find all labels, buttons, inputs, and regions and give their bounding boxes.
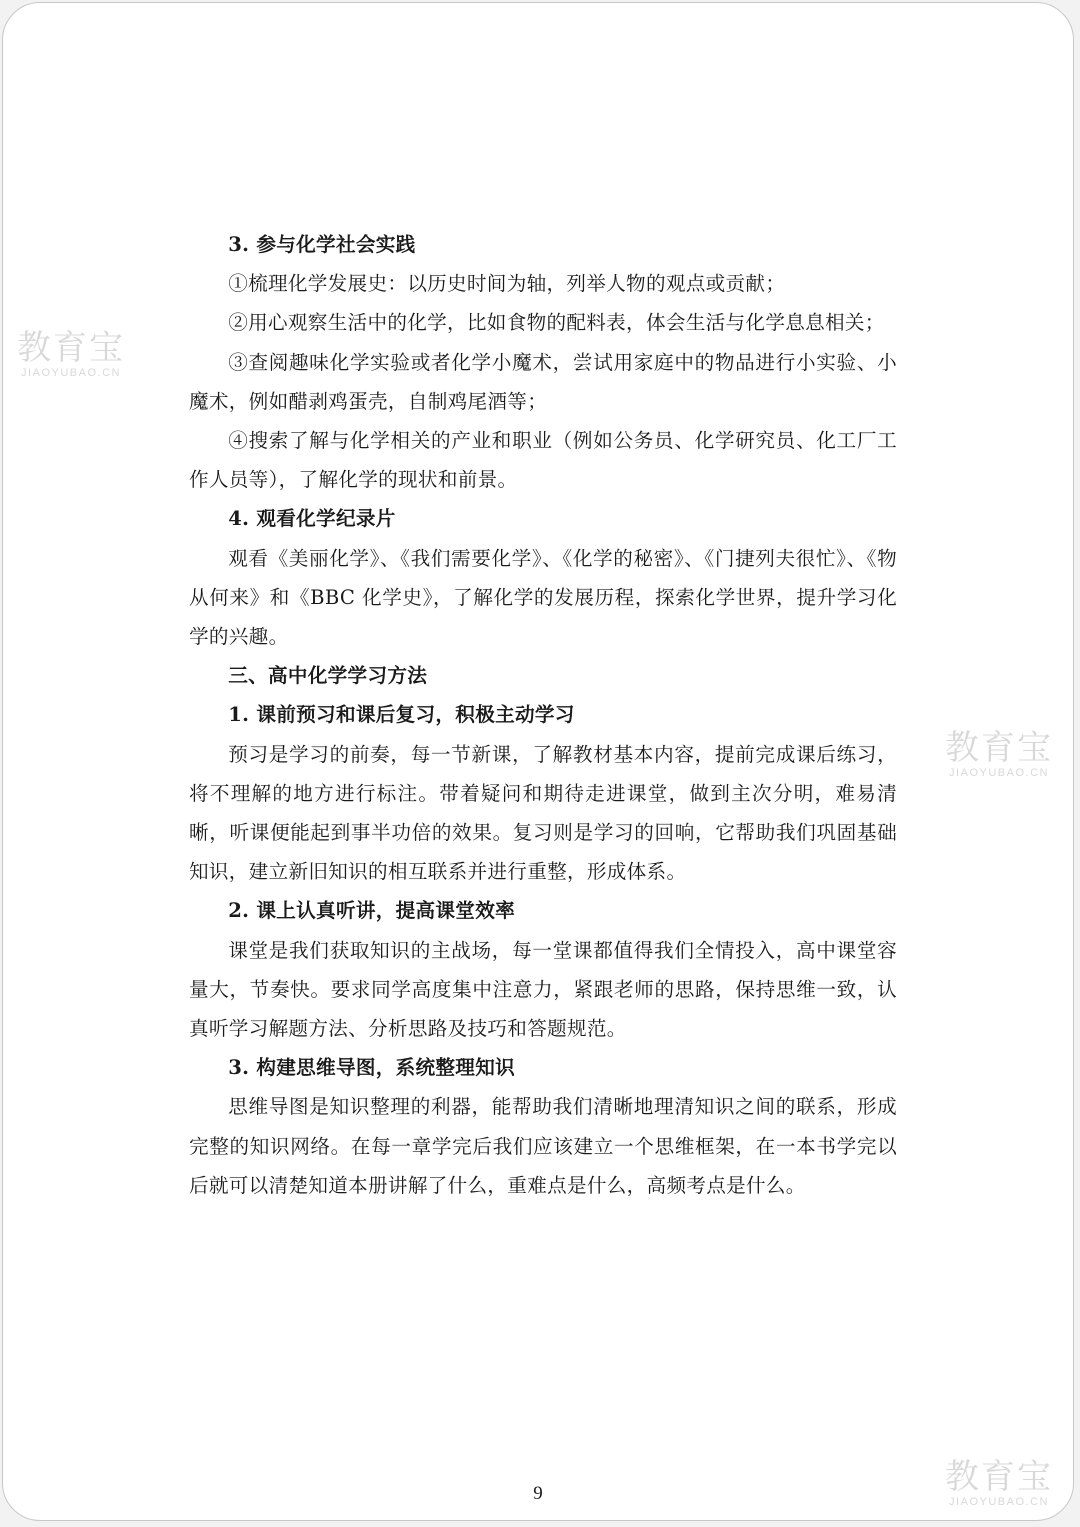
watermark-logo [17,329,125,379]
paragraph: 课堂是我们获取知识的主战场，每一堂课都值得我们全情投入，高中课堂容量大，节奏快。要求同学高度集中注意力，紧跟老师的思路，保持思维一致，认真听学习解题方法、分析思路及技巧和答题规范。 [189,938,897,1041]
heading-social-practice: 3. 参与化学社会实践 [228,233,416,256]
watermark-logo [945,1458,1053,1508]
watermark-domain: JIAOYUBAO.CN [21,367,121,379]
paragraph: 思维导图是知识整理的利器，能帮助我们清晰地理清知识之间的联系，形成完整的知识网络。在每一章学完后我们应该建立一个思维框架，在一本书学完以后就可以清楚知道本册讲解了什么，重难点是什么，高频考点是什么。 [189,1095,897,1197]
paragraph: ③查阅趣味化学实验或者化学小魔术，尝试用家庭中的物品进行小实验、小魔术，例如醋剥鸡蛋壳，自制鸡尾酒等； [189,350,897,413]
heading-preview-review: 1. 课前预习和课后复习，积极主动学习 [228,703,575,727]
paragraph: 预习是学习的前奏，每一节新课，了解教材基本内容，提前完成课后练习，将不理解的地方进行标注。带着疑问和期待走进课堂，做到主次分明，难易清晰，听课便能起到事半功倍的效果。复习则是学习的回响，它帮助我们巩固基础知识，建立新旧知识的相互联系并进行重整，形成体系。 [189,742,897,884]
heading-classroom-efficiency: 2. 课上认真听讲，提高课堂效率 [228,899,515,923]
page-content [189,225,897,1205]
watermark-logo [945,729,1053,779]
document-page [2,2,1074,1521]
paragraph: ②用心观察生活中的化学，比如食物的配料表，体会生活与化学息息相关； [228,311,885,335]
paragraph: 观看《美丽化学》、《我们需要化学》、《化学的秘密》、《门捷列夫很忙》、《物从何来》和《BBC 化学史》，了解化学的发展历程，探索化学世界，提升学习化学的兴趣。 [189,546,897,649]
watermark-text: 教育宝 [17,328,125,368]
watermark-text: 教育宝 [945,1457,1053,1497]
heading-documentaries: 4. 观看化学纪录片 [228,507,396,531]
paragraph: ④搜索了解与化学相关的产业和职业（例如公务员、化学研究员、化工厂工作人员等），了解化学的现状和前景。 [189,429,897,492]
section-heading-study-methods: 三、高中化学学习方法 [228,664,428,688]
watermark-text: 教育宝 [945,728,1053,768]
watermark-domain: JIAOYUBAO.CN [949,1496,1049,1508]
page-number: 9 [533,1483,543,1504]
watermark-domain: JIAOYUBAO.CN [949,767,1049,779]
paragraph: ①梳理化学发展史：以历史时间为轴，列举人物的观点或贡献； [228,272,786,296]
heading-mind-map: 3. 构建思维导图，系统整理知识 [228,1056,515,1080]
